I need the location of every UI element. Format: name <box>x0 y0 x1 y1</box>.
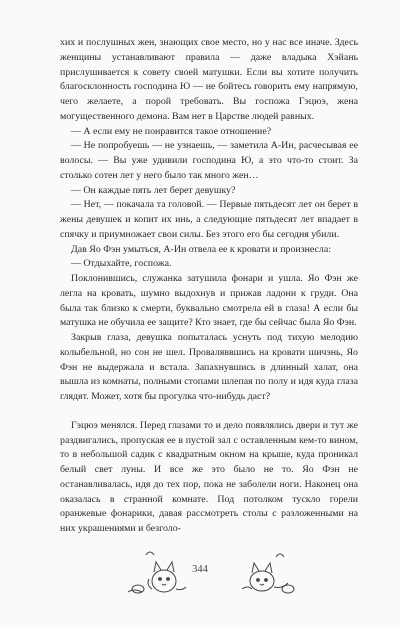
dialogue-line: — А если ему не понравится такое отношение? <box>71 125 272 137</box>
paragraph: Закрыв глаза, девушка попыталась уснуть под тихую мелодию колыбельной, но сон не шел. Проваляввшись на кровати шичэнь, Яо Фэн не выдержала и встала. Запахнувшись в длинный халат, она вышла из комнаты, полными стопами шлепая по полу и идя куда глаза глядят. Может, хотя бы прогулка что-нибудь даст? <box>60 332 358 402</box>
dialogue-line: — Нет, — покачала та головой. — Первые пятьдесят лет он берет в жены девушек и копит их инь, а следующие пятьдесят лет впадает в спячку и приумножает свои силы. Без этого его бы сегодня убили. <box>60 199 358 240</box>
paragraph-continuation: хих и послушных жен, знающих свое место, но у нас все иначе. Здесь женщины устанавливают правила — даже владыка Хэйань прислушивается к совету своей матушки. Если вы хотите получить благосклонность господина Ю — не бойтесь говорить ему напрямую, чего желаете, а порой требовать. Вы госпожа Гэцюэ, жена могущественного демона. Вам нет в Царстве людей равных. <box>60 37 358 122</box>
page-number: 344 <box>192 564 208 575</box>
dialogue-line: — Не попробуешь — не узнаешь, — заметила А-Ин, расчесывая ее волосы. — Вы уже удивили господина Ю, а это что-то стоит. За столько сотен лет у него было так много жен… <box>60 140 358 181</box>
paragraph: Дав Яо Фэн умыться, А-Ин отвела ее к кровати и произнесла: <box>71 243 331 255</box>
cat-ornament-right-icon <box>222 549 302 597</box>
dialogue-line: — Отдыхайте, госпожа. <box>71 258 172 270</box>
page-footer <box>0 545 400 615</box>
page-body-text <box>60 36 358 537</box>
paragraph: Гэцюэ менялся. Перед глазами то и дело появлялись двери и тут же раздвигались, пропуская ее в пустой зал с оставленным кем-то вином, то в небольшой садик с квадратным окном на крыше, куда проникал белый свет луны. И все же это было не то. Яо Фэн не останавливалась, идя до тех пор, пока не заболели ноги. Наконец она оказалась в странной комнате. Под потолком тускло горели оранжевые фонарики, давая рассмотреть столы с разложенными на них украшениями и безголо- <box>60 419 358 534</box>
dialogue-line: — Он каждые пять лет берет девушку? <box>71 184 236 196</box>
paragraph: Поклонившись, служанка затушила фонари и ушла. Яо Фэн же легла на кровать, шумно выдохнув и прижав ладони к груди. Она была так близко к смерти, буквально смотрела ей в глаза! А если бы матушка не обучила ее защите? Кто знает, где бы сейчас была Яо Фэн. <box>60 273 358 329</box>
